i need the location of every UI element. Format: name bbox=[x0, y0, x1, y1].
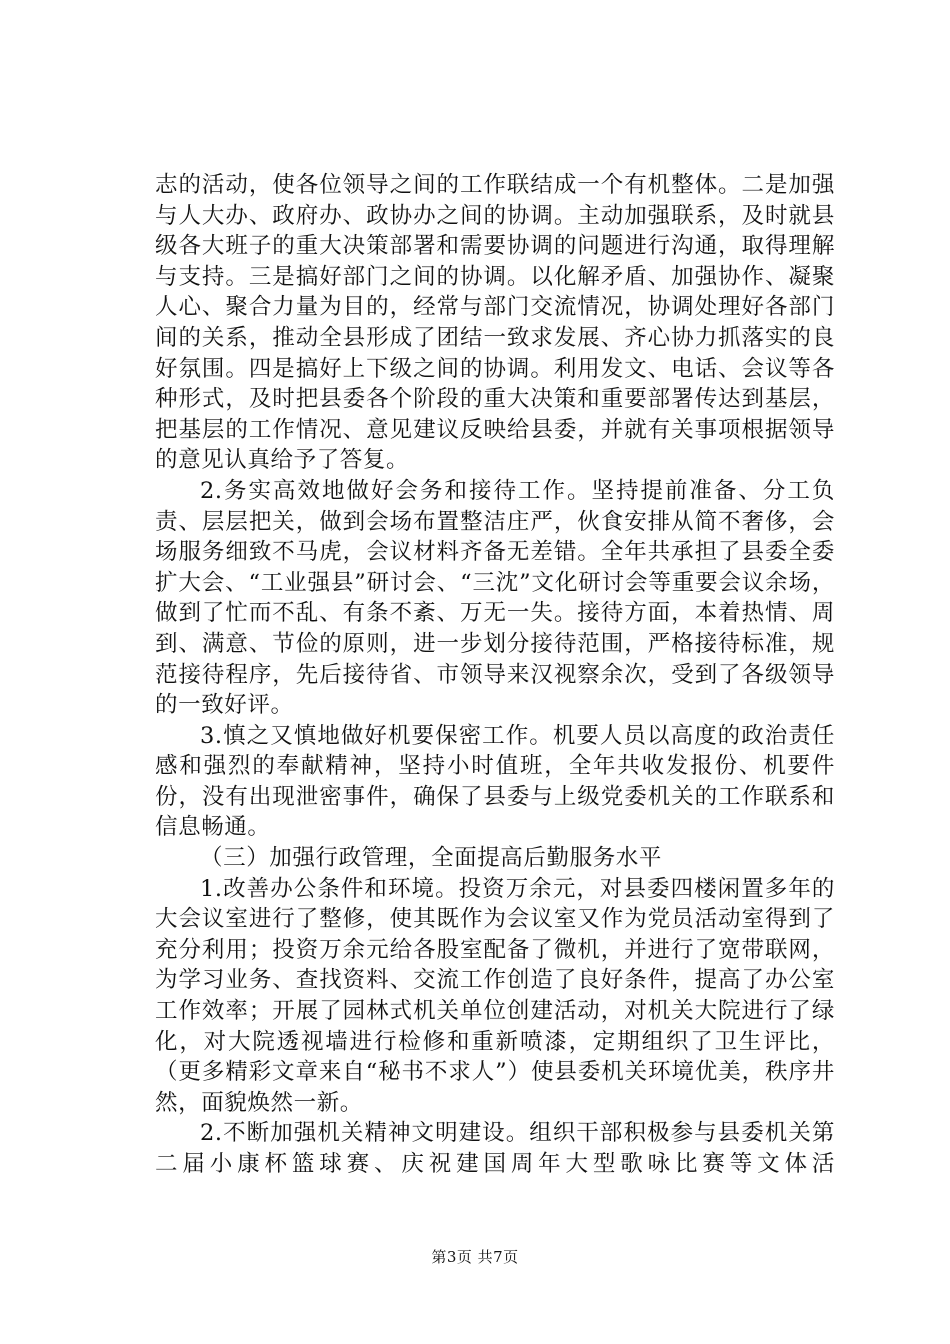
paragraph-office-conditions: 1.改善办公条件和环境。投资万余元，对县委四楼闲置多年的大会议室进行了整修，使其既作为会议室又作为党员活动室得到了充分利用；投资万余元给各股室配备了微机，并进行了宽带联网，为学习业务、查找资料、交流工作创造了良好条件，提高了办公室工作效率；开展了园林式机关单位创建活动，对机关大院进行了绿化，对大院透视墙进行检修和重新喷漆，定期组织了卫生评比，（更多精彩文章来自“秘书不求人”）使县委机关环境优美，秩序井然，面貌焕然一新。 bbox=[155, 875, 835, 1116]
paragraph-coordination: 志的活动，使各位领导之间的工作联结成一个有机整体。二是加强与人大办、政府办、政协办之间的协调。主动加强联系，及时就县级各大班子的重大决策部署和需要协调的问题进行沟通，取得理解与支持。三是搞好部门之间的协调。以化解矛盾、加强协作、凝聚人心、聚合力量为目的，经常与部门交流情况，协调处理好各部门间的关系，推动全县形成了团结一致求发展、齐心协力抓落实的良好氛围。四是搞好上下级之间的协调。利用发文、电话、会议等各种形式，及时把县委各个阶段的重大决策和重要部署传达到基层，把基层的工作情况、意见建议反映给县委，并就有关事项根据领导的意见认真给予了答复。 bbox=[155, 172, 835, 474]
paragraph-meetings-reception: 2.务实高效地做好会务和接待工作。坚持提前准备、分工负责、层层把关，做到会场布置整洁庄严，伙食安排从简不奢侈，会场服务细致不马虎，会议材料齐备无差错。全年共承担了县委全委扩大会、“工业强县”研讨会、“三沈”文化研讨会等重要会议余场，做到了忙而不乱、有条不紊、万无一失。接待方面，本着热情、周到、满意、节俭的原则，进一步划分接待范围，严格接待标准，规范接待程序，先后接待省、市领导来汉视察余次，受到了各级领导的一致好评。 bbox=[155, 477, 835, 719]
page-footer bbox=[0, 1247, 950, 1267]
paragraph-civilization-building: 2.不断加强机关精神文明建设。组织干部积极参与县委机关第二届小康杯篮球赛、庆祝建国周年大型歌咏比赛等文体活 bbox=[155, 1120, 835, 1177]
paragraph-confidentiality: 3.慎之又慎地做好机要保密工作。机要人员以高度的政治责任感和强烈的奉献精神，坚持小时值班，全年共收发报份、机要件份，没有出现泄密事件，确保了县委与上级党委机关的工作联系和信息畅通。 bbox=[155, 722, 835, 841]
page-number-label: 第3页 共7页 bbox=[431, 1248, 519, 1266]
document-body bbox=[155, 170, 835, 1180]
section-heading-administration: （三）加强行政管理，全面提高后勤服务水平 bbox=[200, 845, 663, 872]
